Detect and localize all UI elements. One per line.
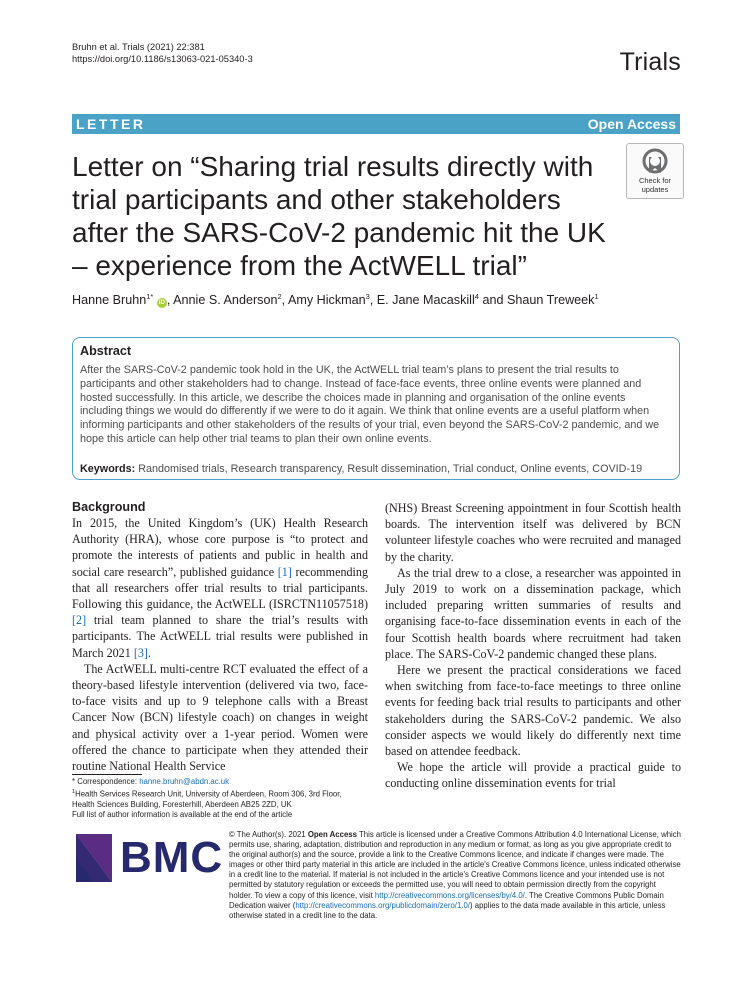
- full-author-info-note: Full list of author information is available at the end of the article: [72, 810, 293, 820]
- affiliation-sup: 1: [72, 789, 76, 796]
- body-right-column: [385, 500, 681, 792]
- body-text: recommending that all researchers offer trial results to trial participants. Following this guidance, the ActWELL (ISRCTN11057518): [72, 564, 369, 612]
- correspondence-label: * Correspondence:: [72, 777, 140, 786]
- abstract-box: [72, 337, 680, 480]
- keywords-line: [80, 463, 680, 475]
- check-updates-line1: Check for: [638, 176, 672, 185]
- article-type-banner: [72, 114, 680, 134]
- license-body: . The Creative Commons Public Domain Dedication waiver (: [229, 890, 664, 910]
- body-left-column: [72, 500, 368, 774]
- article-type-label: LETTER: [76, 116, 146, 132]
- check-updates-line2: updates: [641, 184, 669, 194]
- license-link[interactable]: http://creativecommons.org/licenses/by/4.0/: [374, 890, 525, 900]
- doi-link[interactable]: https://doi.org/10.1186/s13063-021-05340-3: [72, 54, 253, 64]
- check-for-updates-button[interactable]: [626, 143, 684, 199]
- author-affil: 1*: [146, 292, 154, 301]
- author-name[interactable]: Hanne Bruhn: [72, 293, 147, 308]
- author-separator: ,: [369, 293, 377, 308]
- author-separator: ,: [281, 293, 288, 308]
- article-title: Letter on “Sharing trial results directly with trial participants and other stakeholders after the SARS-CoV-2 pandemic hit the UK – experience from the ActWELL trial”: [72, 151, 606, 281]
- open-access-label: Open Access: [587, 116, 676, 132]
- section-heading-background: Background: [72, 500, 146, 514]
- keywords-text: Randomised trials, Research transparency, Result dissemination, Trial conduct, Online events, COVID-19: [138, 463, 643, 475]
- author-affil: 3: [365, 292, 370, 301]
- footnote-divider: [72, 774, 142, 775]
- reference-link[interactable]: [3]: [133, 645, 148, 660]
- author-affil: 2: [277, 292, 282, 301]
- author-list: [72, 292, 599, 308]
- body-paragraph: [72, 515, 368, 661]
- author-affil: 4: [474, 292, 479, 301]
- body-text: .: [147, 645, 151, 660]
- body-paragraph: Here we present the practical considerations we faced when switching from face-to-face meetings to three online events for feeding back trial results to participants and other stakeholders during the SARS-CoV-2 pandemic. We also consider aspects we would likely do differently next time based on attendee feedback.: [385, 663, 681, 759]
- body-paragraph: (NHS) Breast Screening appointment in four Scottish health boards. The intervention itself was delivered by BCN volunteer lifestyle coaches who were recruited and managed by the charity.: [385, 501, 681, 564]
- correspondence-email-link[interactable]: hanne.bruhn@abdn.ac.uk: [139, 777, 230, 786]
- license-text: [229, 830, 681, 921]
- citation-line: Bruhn et al. Trials (2021) 22:381: [72, 42, 205, 52]
- author-separator: ,: [166, 293, 174, 308]
- body-text: In 2015, the United Kingdom’s (UK) Health Research Authority (HRA), whose core purpose is “to protect and promote the interests of patients and public in health and social care research”, published guidance: [72, 516, 368, 579]
- abstract-text: After the SARS-CoV-2 pandemic took hold in the UK, the ActWELL trial team’s plans to present the trial results to participants and other stakeholders had to change. Instead of face-face events, three online events were planned and hosted successfully. In this article, we describe the choices made in planning and organisation of the online events including things we would do differently if we were to do it again. We think that online events are a useful platform when informing participants and other stakeholders of the results of your trial, even beyond the SARS-CoV-2 pandemic, and we hope this article can help other trial teams to plan their own online events.: [80, 364, 660, 445]
- license-body: ) applies to the data made available in this article, unless otherwise stated in a credit line to the data.: [229, 900, 666, 920]
- license-body: This article is licensed under a Creative Commons Attribution 4.0 International License, which permits use, sharing, adaptation, distribution and reproduction in any medium or format, as long as you give appropriate credit to the original author(s) and the source, provide a link to the Creative Commons licence, and indicate if changes were made. The images or other third party material in this article are included in the article's Creative Commons licence, unless indicated otherwise in a credit line to the material. If material is not included in the article's Creative Commons licence and your intended use is not permitted by statutory regulation or exceeds the permitted use, you will need to obtain permission directly from the copyright holder. To view a copy of this licence, visit: [229, 830, 682, 900]
- reference-link[interactable]: [2]: [72, 613, 87, 628]
- footnotes: [72, 777, 372, 820]
- author-name[interactable]: E. Jane Macaskill: [376, 293, 475, 308]
- body-paragraph: We hope the article will provide a practical guide to conducting online dissemination events for trial: [385, 760, 681, 791]
- reference-link[interactable]: [1]: [277, 564, 292, 579]
- keywords-label: Keywords:: [80, 463, 136, 475]
- affiliation-line: Health Services Research Unit, University of Aberdeen, Room 306, 3rd Floor,: [75, 789, 342, 799]
- public-domain-link[interactable]: http://creativecommons.org/publicdomain/zero/1.0/: [295, 900, 470, 910]
- author-affil: 1: [594, 292, 599, 301]
- abstract-heading: Abstract: [80, 344, 132, 358]
- license-open-access: Open Access: [307, 830, 357, 839]
- orcid-icon[interactable]: iD: [158, 299, 166, 307]
- author-name[interactable]: Shaun Treweek: [506, 293, 595, 308]
- body-text: trial team planned to share the trial’s results with participants. The ActWELL trial results were published in March 2021: [72, 613, 368, 660]
- bmc-logo-text: BMC: [120, 833, 224, 882]
- journal-name: Trials: [619, 48, 681, 76]
- check-updates-icon: [642, 148, 668, 176]
- body-paragraph: As the trial drew to a close, a researcher was appointed in July 2019 to work on a dissemination package, which included preparing written summaries of results and organising face-to-face dissemination events in each of the four Scottish health boards where recruitment had taken place. The SARS-CoV-2 pandemic changed these plans.: [385, 565, 681, 661]
- author-and: and: [478, 293, 507, 308]
- body-paragraph: The ActWELL multi-centre RCT evaluated the effect of a theory-based lifestyle intervention (delivered via two, face-to-face visits and up to 9 telephone calls with a Breast Cancer Now (BCN) lifestyle coach) on changes in weight and physical activity over a 1-year period. Women were offered the chance to participate when they attended their routine National Health Service: [72, 661, 368, 774]
- author-name[interactable]: Annie S. Anderson: [173, 293, 278, 308]
- affiliation-line: Health Sciences Building, Foresterhill, Aberdeen AB25 2ZD, UK: [72, 800, 292, 809]
- bmc-logo: [74, 830, 224, 886]
- license-copyright: © The Author(s). 2021: [229, 830, 308, 839]
- author-name[interactable]: Amy Hickman: [287, 293, 366, 308]
